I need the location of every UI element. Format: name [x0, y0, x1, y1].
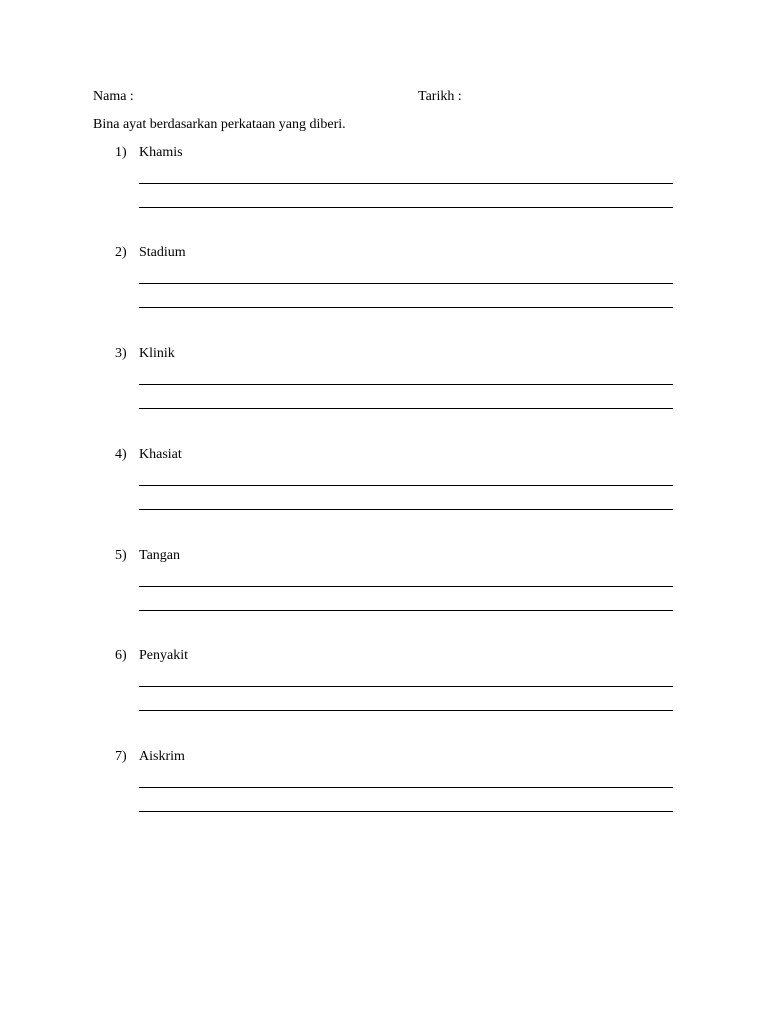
answer-line[interactable] — [139, 408, 673, 409]
question-item — [0, 244, 768, 324]
name-label: Nama : — [93, 89, 134, 104]
answer-line[interactable] — [139, 207, 673, 208]
question-word: Tangan — [139, 548, 181, 563]
answer-line[interactable] — [139, 283, 673, 284]
instruction-text: Bina ayat berdasarkan perkataan yang diberi. — [93, 117, 346, 132]
answer-line[interactable] — [139, 183, 673, 184]
question-number: 1) — [115, 145, 127, 160]
question-item — [0, 345, 768, 425]
answer-line[interactable] — [139, 307, 673, 308]
question-item — [0, 647, 768, 727]
answer-line[interactable] — [139, 710, 673, 711]
question-word: Aiskrim — [139, 749, 185, 764]
question-number: 4) — [115, 447, 127, 462]
answer-line[interactable] — [139, 686, 673, 687]
question-item — [0, 144, 768, 224]
answer-line[interactable] — [139, 811, 673, 812]
question-number: 2) — [115, 245, 127, 260]
answer-line[interactable] — [139, 485, 673, 486]
answer-line[interactable] — [139, 586, 673, 587]
question-word: Khamis — [139, 145, 183, 160]
answer-line[interactable] — [139, 509, 673, 510]
question-item — [0, 748, 768, 828]
question-word: Klinik — [139, 346, 175, 361]
question-word: Penyakit — [139, 648, 188, 663]
question-item — [0, 547, 768, 627]
question-number: 7) — [115, 749, 127, 764]
answer-line[interactable] — [139, 610, 673, 611]
question-number: 3) — [115, 346, 127, 361]
question-word: Stadium — [139, 245, 186, 260]
question-number: 6) — [115, 648, 127, 663]
date-label: Tarikh : — [418, 89, 462, 104]
question-item — [0, 446, 768, 526]
answer-line[interactable] — [139, 787, 673, 788]
answer-line[interactable] — [139, 384, 673, 385]
question-word: Khasiat — [139, 447, 182, 462]
question-number: 5) — [115, 548, 127, 563]
